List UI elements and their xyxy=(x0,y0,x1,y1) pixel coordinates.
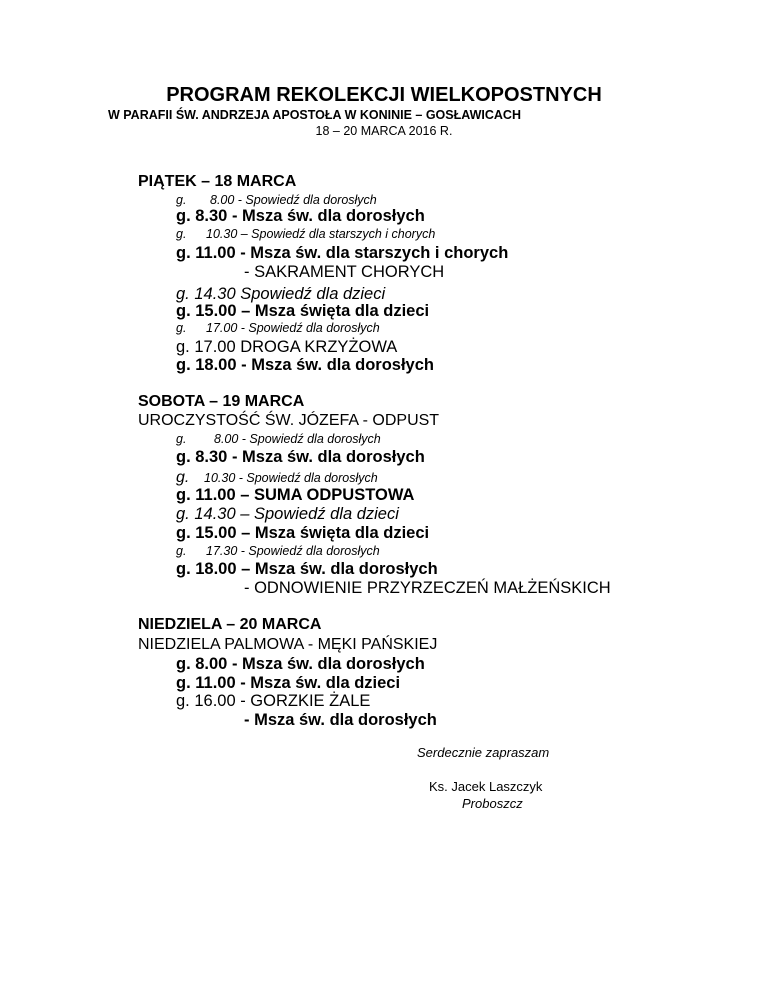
page-subtitle: W PARAFII ŚW. ANDRZEJA APOSTOŁA W KONINIE – GOSŁAWICACH xyxy=(108,108,521,122)
schedule-item-prefix: g. xyxy=(176,544,187,558)
schedule-item: g. 14.30 – Spowiedź dla dzieci xyxy=(176,505,399,523)
schedule-item: g. 11.00 – SUMA ODPUSTOWA xyxy=(176,486,415,504)
friday-heading: PIĄTEK – 18 MARCA xyxy=(138,173,297,190)
schedule-item: g. 18.00 – Msza św. dla dorosłych xyxy=(176,560,438,578)
saturday-heading: SOBOTA – 19 MARCA xyxy=(138,393,305,410)
schedule-item xyxy=(176,470,378,486)
page-title: PROGRAM REKOLEKCJI WIELKOPOSTNYCH xyxy=(166,84,602,106)
schedule-item-text: 10.30 - Spowiedź dla dorosłych xyxy=(204,471,378,485)
schedule-item: g. 8.30 - Msza św. dla dorosłych xyxy=(176,207,425,225)
schedule-item: g. 17.00 DROGA KRZYŻOWA xyxy=(176,338,398,356)
invitation-text: Serdecznie zapraszam xyxy=(417,745,550,760)
event-dates: 18 – 20 MARCA 2016 R. xyxy=(315,124,453,138)
schedule-item: - ODNOWIENIE PRZYRZECZEŃ MAŁŻEŃSKICH xyxy=(244,579,611,597)
signature-role: Proboszcz xyxy=(462,796,523,811)
schedule-item-prefix: g. xyxy=(176,432,187,446)
schedule-item-text: 17.00 - Spowiedź dla dorosłych xyxy=(206,321,380,335)
schedule-item: g. 16.00 - GORZKIE ŻALE xyxy=(176,692,371,710)
schedule-item-prefix: g. xyxy=(176,193,187,207)
schedule-item xyxy=(176,545,380,558)
schedule-item: g. 11.00 - Msza św. dla starszych i chorych xyxy=(176,244,509,262)
schedule-item: g. 8.30 - Msza św. dla dorosłych xyxy=(176,448,425,466)
schedule-item: - SAKRAMENT CHORYCH xyxy=(244,263,445,281)
schedule-item-prefix: g. xyxy=(176,227,187,241)
schedule-item: g. 15.00 – Msza święta dla dzieci xyxy=(176,524,430,542)
schedule-item-text: 17.30 - Spowiedź dla dorosłych xyxy=(206,544,380,558)
sunday-heading: NIEDZIELA – 20 MARCA xyxy=(138,616,322,633)
schedule-item: - Msza św. dla dorosłych xyxy=(244,711,437,729)
schedule-item-text: 8.00 - Spowiedź dla dorosłych xyxy=(214,432,381,446)
saturday-subheading: UROCZYSTOŚĆ ŚW. JÓZEFA - ODPUST xyxy=(138,412,440,429)
schedule-item-text: 8.00 - Spowiedź dla dorosłych xyxy=(210,193,377,207)
schedule-item: g. 8.00 - Msza św. dla dorosłych xyxy=(176,655,425,673)
schedule-item xyxy=(176,194,377,207)
schedule-item-prefix: g. xyxy=(176,469,190,486)
schedule-item: g. 11.00 - Msza św. dla dzieci xyxy=(176,674,401,692)
signature-name: Ks. Jacek Laszczyk xyxy=(429,779,543,794)
schedule-item xyxy=(176,433,381,446)
schedule-item-text: 10.30 – Spowiedź dla starszych i chorych xyxy=(206,227,436,241)
schedule-item: g. 14.30 Spowiedź dla dzieci xyxy=(176,285,386,303)
schedule-item xyxy=(176,322,380,335)
schedule-item: g. 18.00 - Msza św. dla dorosłych xyxy=(176,356,434,374)
schedule-item xyxy=(176,228,435,241)
schedule-item-prefix: g. xyxy=(176,321,187,335)
schedule-item: g. 15.00 – Msza święta dla dzieci xyxy=(176,302,430,320)
sunday-subheading: NIEDZIELA PALMOWA - MĘKI PAŃSKIEJ xyxy=(138,636,438,653)
